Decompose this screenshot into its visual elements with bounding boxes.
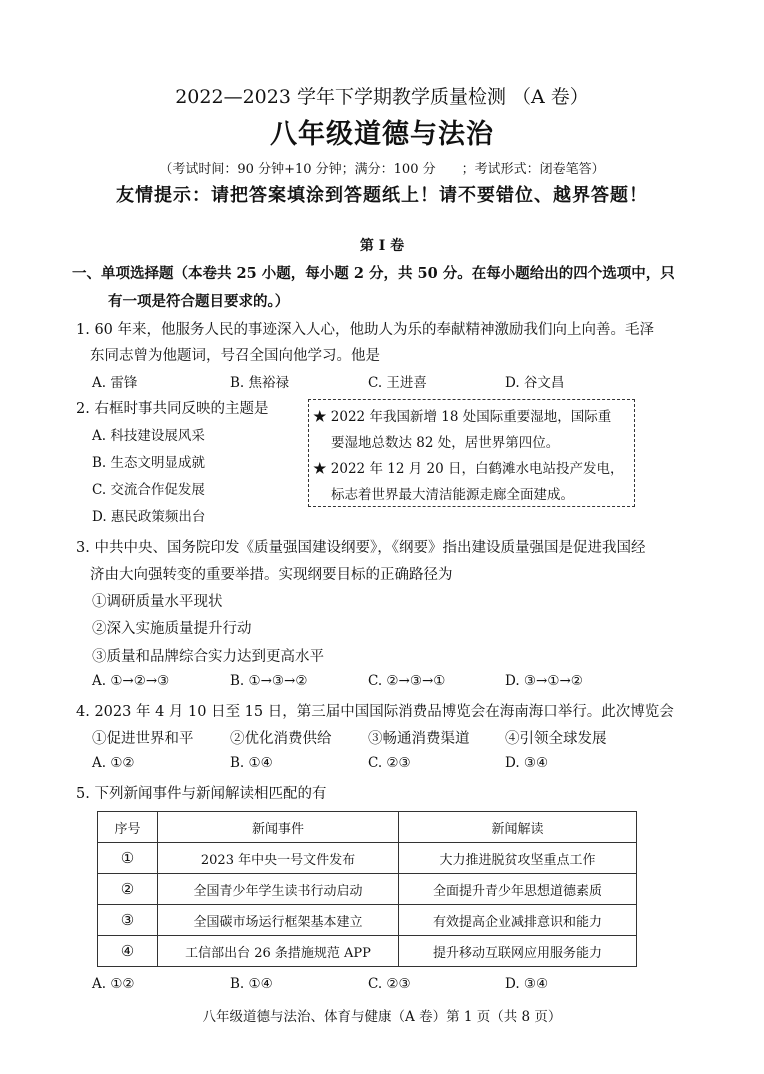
- q4-item-2: ②优化消费供给: [230, 731, 332, 747]
- q4-option-b: B. ①④: [230, 755, 273, 771]
- q5-option-b: B. ①④: [230, 976, 273, 992]
- q1-option-a: A. 雷锋: [92, 375, 138, 391]
- q3-option-b: B. ①→③→②: [230, 673, 308, 689]
- q1-option-d: D. 谷文昌: [505, 375, 565, 391]
- q2-option-c: C. 交流合作促发展: [92, 482, 205, 498]
- header-cell-event: 新闻事件: [158, 812, 399, 843]
- section-heading-line1: 一、单项选择题（本卷共 25 小题，每小题 2 分，共 50 分。在每小题给出的四个选项中，只: [72, 265, 675, 282]
- row-event: 全国碳市场运行框架基本建立: [158, 905, 399, 936]
- subject-title: 八年级道德与法治: [270, 119, 494, 150]
- q3-option-c: C. ②→③→①: [368, 673, 446, 689]
- table-row: [98, 874, 637, 905]
- q5-stem: 5. 下列新闻事件与新闻解读相匹配的有: [76, 786, 327, 802]
- q2-option-b: B. 生态文明显成就: [92, 455, 206, 471]
- row-interpretation: 全面提升青少年思想道德素质: [399, 874, 637, 905]
- q3-option-d: D. ③→①→②: [505, 673, 583, 689]
- q1-stem-line1: 1. 60 年来，他服务人民的事迹深入人心，他助人为乐的奉献精神激励我们向上向善。毛泽: [76, 322, 654, 338]
- q4-item-3: ③畅通消费渠道: [368, 731, 470, 747]
- news-box-line2: 要湿地总数达 82 处，居世界第四位。: [331, 435, 560, 451]
- news-table: [97, 811, 637, 967]
- q3-item-3: ③质量和品牌综合实力达到更高水平: [92, 649, 324, 665]
- table-row: [98, 936, 637, 967]
- news-box-line1: ★ 2022 年我国新增 18 处国际重要湿地，国际重: [313, 409, 612, 425]
- q4-option-c: C. ②③: [368, 755, 411, 771]
- q4-item-1: ①促进世界和平: [92, 731, 194, 747]
- q1-option-b: B. 焦裕禄: [230, 375, 290, 391]
- q3-item-2: ②深入实施质量提升行动: [92, 621, 252, 637]
- q2-stem: 2. 右框时事共同反映的主题是: [76, 401, 269, 417]
- q5-option-a: A. ①②: [92, 976, 135, 992]
- row-number: ①: [98, 843, 158, 874]
- header-cell-interpretation: 新闻解读: [399, 812, 637, 843]
- q5-option-d: D. ③④: [505, 976, 549, 992]
- news-table-header: [98, 812, 637, 843]
- q4-option-d: D. ③④: [505, 755, 549, 771]
- q2-option-a: A. 科技建设展风采: [92, 428, 205, 444]
- q3-item-1: ①调研质量水平现状: [92, 594, 223, 610]
- q3-option-a: A. ①→②→③: [92, 673, 170, 689]
- header-cell-number: 序号: [98, 812, 158, 843]
- volume-label: 第 Ⅰ 卷: [359, 238, 405, 254]
- news-box-line4: 标志着世界最大清洁能源走廊全面建成。: [331, 487, 574, 503]
- table-row: [98, 905, 637, 936]
- q4-item-4: ④引领全球发展: [505, 731, 607, 747]
- row-interpretation: 提升移动互联网应用服务能力: [399, 936, 637, 967]
- row-event: 2023 年中央一号文件发布: [158, 843, 399, 874]
- row-interpretation: 大力推进脱贫攻坚重点工作: [399, 843, 637, 874]
- row-number: ②: [98, 874, 158, 905]
- row-number: ④: [98, 936, 158, 967]
- table-row: [98, 843, 637, 874]
- q4-option-a: A. ①②: [92, 755, 135, 771]
- row-interpretation: 有效提高企业减排意识和能力: [399, 905, 637, 936]
- q5-option-c: C. ②③: [368, 976, 411, 992]
- page-footer: 八年级道德与法治、体育与健康（A 卷）第 1 页（共 8 页）: [202, 1009, 562, 1025]
- q1-option-c: C. 王进喜: [368, 375, 427, 391]
- q1-stem-line2: 东同志曾为他题词，号召全国向他学习。他是: [90, 348, 380, 364]
- news-box-line3: ★ 2022 年 12 月 20 日，白鹤滩水电站投产发电，: [313, 461, 624, 477]
- exam-title-line1: 2022—2023 学年下学期教学质量检测 （A 卷）: [175, 86, 589, 108]
- q3-stem-line2: 济由大向强转变的重要举措。实现纲要目标的正确路径为: [90, 567, 453, 583]
- row-event: 全国青少年学生读书行动启动: [158, 874, 399, 905]
- friendly-tip: 友情提示：请把答案填涂到答题纸上！请不要错位、越界答题！: [116, 185, 648, 206]
- row-event: 工信部出台 26 条措施规范 APP: [158, 936, 399, 967]
- q3-stem-line1: 3. 中共中央、国务院印发《质量强国建设纲要》，《纲要》指出建设质量强国是促进我国经: [76, 540, 646, 556]
- news-box: [308, 399, 635, 507]
- q2-option-d: D. 惠民政策频出台: [92, 509, 206, 525]
- section-heading-line2: 有一项是符合题目要求的。）: [108, 293, 290, 310]
- exam-info: （考试时间：90 分钟+10 分钟；满分：100 分 ；考试形式：闭卷笔答）: [159, 162, 605, 177]
- row-number: ③: [98, 905, 158, 936]
- q4-stem: 4. 2023 年 4 月 10 日至 15 日，第三届中国国际消费品博览会在海南海口举行。此次博览会: [76, 704, 674, 720]
